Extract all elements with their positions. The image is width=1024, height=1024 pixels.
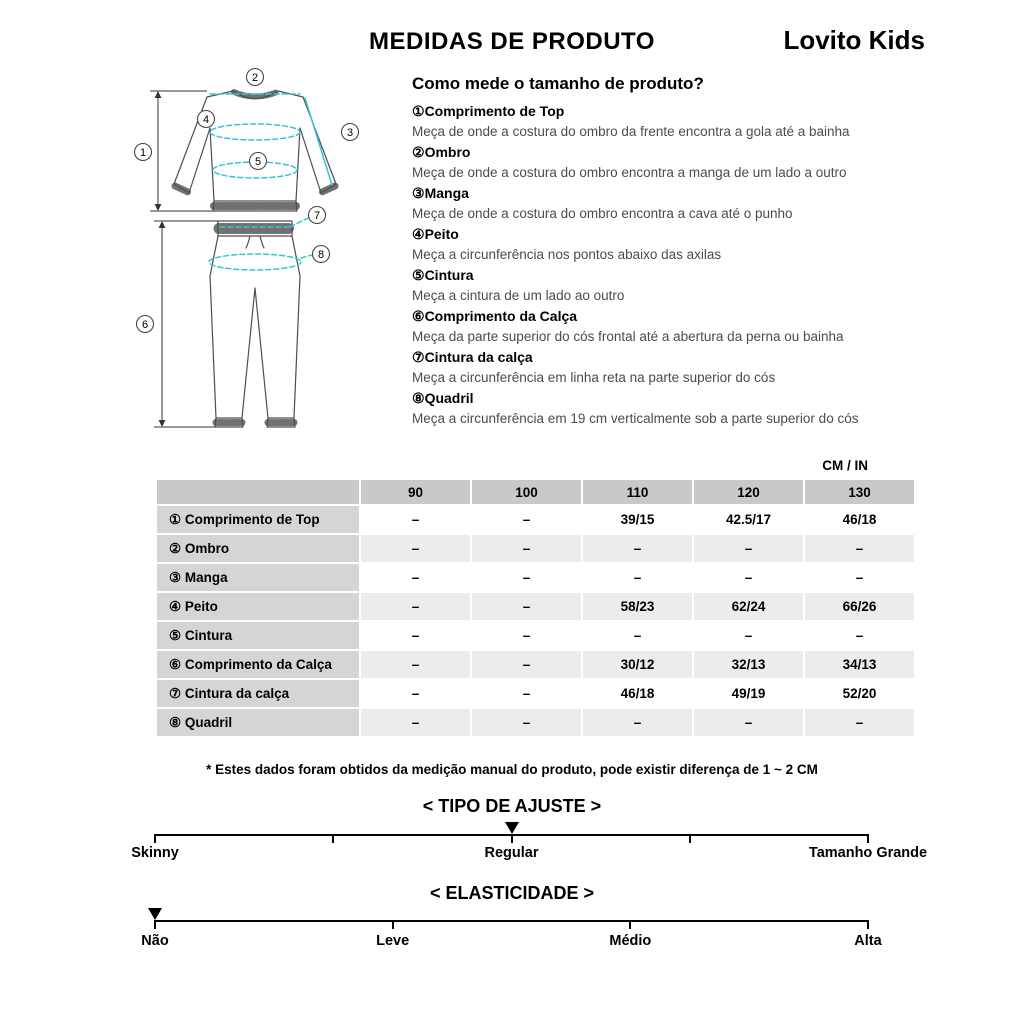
table-row: [157, 680, 914, 707]
hip-measure-line: [209, 254, 301, 270]
sleeve-measure-line: [305, 98, 332, 185]
table-cell: –: [805, 564, 914, 591]
guide-item-desc: Meça da parte superior do cós frontal até a abertura da perna ou bainha: [412, 329, 844, 344]
table-cell: –: [805, 622, 914, 649]
table-cell: –: [694, 622, 803, 649]
guide-item-number: ⑤: [412, 267, 425, 283]
column-header: 90: [361, 480, 470, 504]
elasticity-marker-triangle: [148, 908, 162, 920]
guide-item: [412, 183, 912, 224]
column-header: 130: [805, 480, 914, 504]
table-cell: 58/23: [583, 593, 692, 620]
row-label: ⑦ Cintura da calça: [157, 680, 359, 707]
guide-item-number: ⑦: [412, 349, 425, 365]
guide-item-desc: Meça a circunferência em 19 cm verticalmente sob a parte superior do cós: [412, 411, 859, 426]
guide-item-label: [412, 306, 912, 327]
table-cell: –: [472, 564, 581, 591]
callout-2: 2: [251, 71, 259, 84]
guide-item: [412, 388, 912, 429]
guide-title: Como mede o tamanho de produto?: [412, 74, 704, 93]
brand-logo: Lovito Kids: [783, 25, 925, 55]
table-cell: –: [583, 564, 692, 591]
guide-item: [412, 142, 912, 183]
guide-item-label: [412, 101, 912, 122]
fit-marker-triangle: [505, 822, 519, 834]
guide-item-label: [412, 265, 912, 286]
table-cell: –: [472, 651, 581, 678]
table-row: [157, 564, 914, 591]
row-label: ③ Manga: [157, 564, 359, 591]
table-row: [157, 506, 914, 533]
guide-item-desc: Meça a circunferência nos pontos abaixo das axilas: [412, 247, 722, 262]
table-cell: –: [361, 680, 470, 707]
callout-7: 7: [313, 209, 321, 222]
callout-8: 8: [317, 248, 325, 261]
page-title: MEDIDAS DE PRODUTO: [369, 28, 655, 55]
guide-item-number: ③: [412, 185, 425, 201]
guide-item-desc: Meça de onde a costura do ombro da frente encontra a gola até a bainha: [412, 124, 850, 139]
elasticity-scale-title: < ELASTICIDADE >: [429, 883, 595, 903]
guide-item-number: ①: [412, 103, 425, 119]
guide-item-label: [412, 142, 912, 163]
table-cell: 34/13: [805, 651, 914, 678]
guide-item-number: ④: [412, 226, 425, 242]
elasticity-label-medio: Médio: [609, 933, 652, 949]
guide-item-number: ⑥: [412, 308, 425, 324]
table-row: [157, 709, 914, 736]
table-cell: –: [472, 593, 581, 620]
elasticity-scale-axis: [155, 908, 868, 930]
elasticity-label-leve: Leve: [376, 933, 410, 949]
table-cell: 30/12: [583, 651, 692, 678]
table-cell: –: [472, 680, 581, 707]
table-row: [157, 593, 914, 620]
table-cell: –: [805, 535, 914, 562]
table-cell: –: [361, 535, 470, 562]
table-cell: –: [361, 506, 470, 533]
table-cell: –: [472, 535, 581, 562]
guide-item-text: Quadril: [424, 390, 474, 406]
guide-item-number: ⑧: [412, 390, 425, 406]
row-label: ④ Peito: [157, 593, 359, 620]
callout-6: 6: [141, 318, 149, 331]
guide-item: [412, 347, 912, 388]
guide-item-text: Manga: [424, 185, 469, 201]
elasticity-label-nao: Não: [141, 933, 169, 949]
callout-4: 4: [202, 113, 210, 126]
table-cell: 52/20: [805, 680, 914, 707]
table-cell: –: [583, 709, 692, 736]
axis-tick: [867, 920, 869, 929]
axis-tick: [867, 834, 869, 843]
fit-label-skinny: Skinny: [131, 845, 179, 861]
measurement-lines: [209, 94, 332, 270]
row-label: ⑧ Quadril: [157, 709, 359, 736]
table-cell: –: [694, 709, 803, 736]
axis-tick: [511, 834, 513, 843]
table-cell: 42.5/17: [694, 506, 803, 533]
guide-item: [412, 265, 912, 306]
axis-tick: [392, 920, 394, 929]
table-row: [157, 535, 914, 562]
table-cell: 49/19: [694, 680, 803, 707]
axis-tick: [629, 920, 631, 929]
guide-item-label: [412, 224, 912, 245]
table-cell: 39/15: [583, 506, 692, 533]
guide-item-label: [412, 347, 912, 368]
column-header: 120: [694, 480, 803, 504]
guide-item-label: [412, 388, 912, 409]
elasticity-label-alta: Alta: [854, 933, 882, 949]
pajama-pants-drawing: [210, 221, 300, 427]
guide-item-desc: Meça de onde a costura do ombro encontra a manga de um lado a outro: [412, 165, 847, 180]
guide-item: [412, 101, 912, 142]
axis-line: [155, 920, 868, 922]
elasticity-scale-labels: [141, 933, 882, 951]
table-cell: –: [472, 622, 581, 649]
chest-measure-line: [210, 124, 300, 140]
row-label: ⑥ Comprimento da Calça: [157, 651, 359, 678]
table-header-row: [157, 480, 914, 504]
table-cell: –: [361, 651, 470, 678]
column-header: 110: [583, 480, 692, 504]
fit-label-regular: Regular: [484, 845, 539, 861]
guide-item-desc: Meça de onde a costura do ombro encontra a cava até o punho: [412, 206, 793, 221]
guide-item-number: ②: [412, 144, 425, 160]
guide-item: [412, 224, 912, 265]
guide-item-text: Ombro: [424, 144, 471, 160]
callout-3: 3: [346, 126, 354, 139]
corner-cell: [157, 480, 359, 504]
table-cell: 62/24: [694, 593, 803, 620]
pajama-top-drawing: [174, 91, 336, 211]
table-cell: 46/18: [583, 680, 692, 707]
guide-item-desc: Meça a circunferência em linha reta na parte superior do cós: [412, 370, 776, 385]
axis-tick: [154, 834, 156, 843]
table-cell: 66/26: [805, 593, 914, 620]
guide-item: [412, 306, 912, 347]
table-row: [157, 622, 914, 649]
table-cell: –: [805, 709, 914, 736]
table-cell: –: [472, 709, 581, 736]
guide-item-label: [412, 183, 912, 204]
table-cell: –: [472, 506, 581, 533]
pants-waist-leader: [290, 218, 308, 227]
measurement-disclaimer: * Estes dados foram obtidos da medição manual do produto, pode existir diferença de 1 ~ 2 CM: [206, 762, 818, 777]
size-table: [155, 478, 916, 738]
fit-scale-title: < TIPO DE AJUSTE >: [422, 796, 602, 816]
axis-tick: [689, 834, 691, 843]
table-row: [157, 651, 914, 678]
axis-tick: [332, 834, 334, 843]
garment-measurement-diagram: [128, 66, 428, 458]
row-label: ② Ombro: [157, 535, 359, 562]
guide-item-text: Comprimento da Calça: [424, 308, 578, 324]
guide-item-text: Comprimento de Top: [424, 103, 565, 119]
hip-leader: [301, 255, 312, 258]
measuring-guide: [412, 74, 912, 429]
length-arrows: [150, 91, 218, 427]
table-cell: –: [583, 622, 692, 649]
fit-scale-labels: [131, 845, 928, 863]
fit-scale-axis: [155, 822, 868, 844]
table-cell: 46/18: [805, 506, 914, 533]
row-label: ⑤ Cintura: [157, 622, 359, 649]
guide-item-text: Cintura: [424, 267, 474, 283]
row-label: ① Comprimento de Top: [157, 506, 359, 533]
table-cell: –: [583, 535, 692, 562]
callout-1: 1: [139, 146, 147, 159]
guide-item-text: Cintura da calça: [424, 349, 533, 365]
guide-item-text: Peito: [424, 226, 459, 242]
guide-item-desc: Meça a cintura de um lado ao outro: [412, 288, 625, 303]
table-cell: –: [361, 709, 470, 736]
column-header: 100: [472, 480, 581, 504]
axis-tick: [154, 920, 156, 929]
fit-label-grande: Tamanho Grande: [808, 845, 928, 861]
callout-5: 5: [254, 155, 262, 168]
table-cell: –: [694, 535, 803, 562]
table-cell: –: [694, 564, 803, 591]
unit-label: CM / IN: [822, 458, 868, 473]
table-cell: 32/13: [694, 651, 803, 678]
table-cell: –: [361, 622, 470, 649]
table-cell: –: [361, 593, 470, 620]
table-cell: –: [361, 564, 470, 591]
